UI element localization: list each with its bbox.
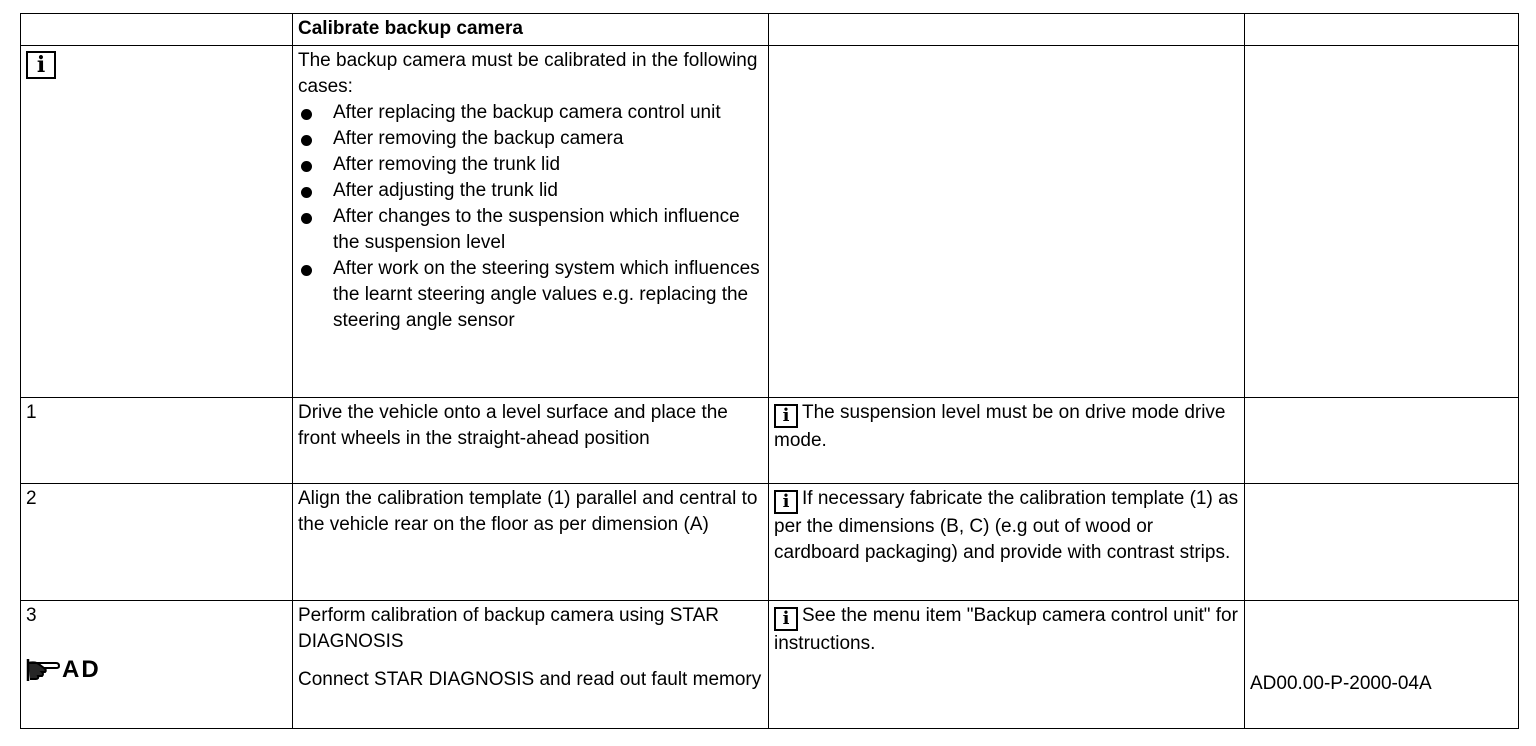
info-icon: i: [26, 51, 56, 79]
step-action-cell: [293, 398, 769, 484]
bullet-icon: [301, 187, 312, 198]
ad-label: AD: [62, 656, 101, 683]
list-item: After removing the trunk lid: [298, 152, 764, 178]
document-reference-link[interactable]: AD00.00-P-2000-04A: [1250, 673, 1432, 694]
intro-icon-cell: [21, 46, 293, 398]
header-row: [21, 14, 1519, 46]
step-action: Align the calibration template (1) parallel and central to the vehicle rear on the floor as per dimension (A): [298, 488, 758, 535]
bullet-icon: [301, 161, 312, 172]
pointing-hand-icon: [26, 657, 60, 683]
intro-row: [21, 46, 1519, 398]
step-row-1: [21, 398, 1519, 484]
info-icon: i: [774, 490, 798, 514]
step-note: The suspension level must be on drive mode drive mode.: [774, 402, 1226, 451]
bullet-icon: [301, 265, 312, 276]
header-cell-empty-4: [1245, 14, 1519, 46]
step-number: 2: [26, 488, 37, 509]
step-note: If necessary fabricate the calibration template (1) as per the dimensions (B, C) (e.g out of wood or cardboard packaging) and provide with contrast strips.: [774, 488, 1239, 563]
step-number-cell: [21, 398, 293, 484]
step-row-2: [21, 484, 1519, 601]
intro-text-cell: [293, 46, 769, 398]
step-note-cell: [769, 398, 1245, 484]
intro-lead: The backup camera must be calibrated in the following cases:: [298, 50, 758, 97]
list-item: After removing the backup camera: [298, 126, 764, 152]
step-action-cell: [293, 484, 769, 601]
header-title-cell: [293, 14, 769, 46]
step-note-cell: [769, 484, 1245, 601]
step-number: 3: [26, 605, 37, 626]
intro-cell-empty-4: [1245, 46, 1519, 398]
ad-marker: [26, 655, 288, 685]
header-cell-empty-1: [21, 14, 293, 46]
list-item: After work on the steering system which influences the learnt steering angle values e.g. replacing the steering angle sensor: [298, 256, 764, 334]
step-reference-cell: [1245, 398, 1519, 484]
intro-cell-empty-3: [769, 46, 1245, 398]
info-icon: i: [774, 404, 798, 428]
page-title: Calibrate backup camera: [298, 18, 523, 39]
bullet-icon: [301, 213, 312, 224]
step-reference-cell: [1245, 601, 1519, 729]
step-number-cell: [21, 601, 293, 729]
step-row-3: [21, 601, 1519, 729]
step-sub-action: Connect STAR DIAGNOSIS and read out fault memory: [298, 669, 762, 690]
list-item: After replacing the backup camera control unit: [298, 100, 764, 126]
bullet-icon: [301, 109, 312, 120]
step-action-cell: [293, 601, 769, 729]
step-note: See the menu item "Backup camera control unit" for instructions.: [774, 605, 1238, 654]
cases-list: [298, 100, 764, 334]
step-note-cell: [769, 601, 1245, 729]
list-item: After adjusting the trunk lid: [298, 178, 764, 204]
step-number: 1: [26, 402, 37, 423]
step-action: Perform calibration of backup camera using STAR DIAGNOSIS: [298, 605, 719, 652]
info-icon: i: [774, 607, 798, 631]
procedure-table: [20, 13, 1519, 729]
list-item: After changes to the suspension which influence the suspension level: [298, 204, 764, 256]
step-action: Drive the vehicle onto a level surface and place the front wheels in the straight-ahead position: [298, 402, 728, 449]
step-reference-cell: [1245, 484, 1519, 601]
bullet-icon: [301, 135, 312, 146]
header-cell-empty-3: [769, 14, 1245, 46]
step-number-cell: [21, 484, 293, 601]
